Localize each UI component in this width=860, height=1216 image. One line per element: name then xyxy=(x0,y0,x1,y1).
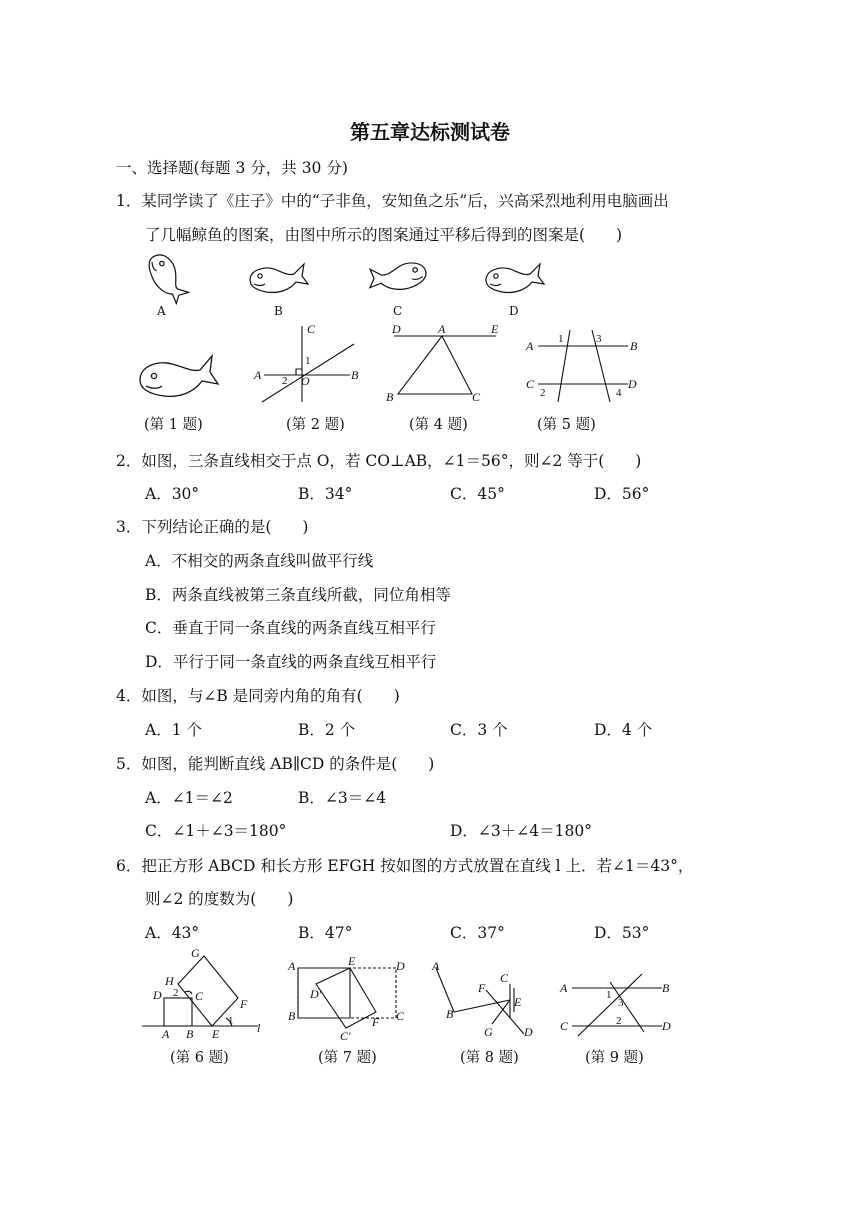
svg-text:3: 3 xyxy=(618,997,624,1009)
svg-text:E: E xyxy=(212,1027,220,1041)
svg-text:F: F xyxy=(240,997,248,1011)
whale-d-figure xyxy=(484,258,546,296)
figure-q8 xyxy=(428,960,540,1042)
q1-label-c: C xyxy=(393,304,403,318)
q2-stem: 2．如图，三条直线相交于点 O，若 CO⊥AB，∠1＝56°，则∠2 等于( ) xyxy=(116,452,642,470)
svg-text:D: D xyxy=(628,377,637,391)
figure-q5 xyxy=(522,326,650,406)
q4-option-d: D．4 个 xyxy=(594,721,653,739)
svg-text:B: B xyxy=(662,981,670,995)
svg-text:l: l xyxy=(257,1021,261,1035)
svg-text:G: G xyxy=(484,1025,493,1039)
svg-text:D′: D′ xyxy=(310,987,322,1001)
svg-text:E: E xyxy=(514,995,522,1009)
q3-stem: 3．下列结论正确的是( ) xyxy=(116,518,309,536)
figure-q4 xyxy=(386,322,508,406)
q3-option-c: C．垂直于同一条直线的两条直线互相平行 xyxy=(145,619,436,637)
svg-text:1: 1 xyxy=(606,989,612,1001)
caption-q8: (第 8 题) xyxy=(460,1050,519,1066)
q1-label-b: B xyxy=(274,304,283,318)
svg-text:F: F xyxy=(478,981,486,995)
caption-q1: (第 1 题) xyxy=(144,417,203,433)
svg-text:A: A xyxy=(526,339,534,353)
figure-q7 xyxy=(284,956,410,1042)
svg-text:D: D xyxy=(662,1019,671,1033)
q6-option-d: D．53° xyxy=(594,924,650,942)
q5-stem: 5．如图，能判断直线 AB∥CD 的条件是( ) xyxy=(116,755,435,773)
caption-q9: (第 9 题) xyxy=(585,1050,644,1066)
svg-text:H: H xyxy=(165,974,174,988)
svg-text:B: B xyxy=(386,390,394,404)
svg-text:2: 2 xyxy=(540,387,546,399)
page-title: 第五章达标测试卷 xyxy=(350,120,510,144)
q3-option-d: D．平行于同一条直线的两条直线互相平行 xyxy=(145,653,437,671)
svg-text:D: D xyxy=(392,322,401,336)
caption-q7: (第 7 题) xyxy=(318,1050,377,1066)
q1-line1: 1．某同学读了《庄子》中的“子非鱼，安知鱼之乐”后，兴高采烈地利用电脑画出 xyxy=(116,192,669,210)
svg-text:2: 2 xyxy=(173,987,179,999)
svg-text:D: D xyxy=(396,959,405,973)
section-heading: 一、选择题(每题 3 分，共 30 分) xyxy=(116,159,348,177)
svg-text:C: C xyxy=(396,1009,405,1023)
q5-option-d: D．∠3＋∠4＝180° xyxy=(450,822,592,840)
q1-label-a: A xyxy=(157,304,166,318)
figure-q2 xyxy=(252,322,368,406)
svg-text:B: B xyxy=(630,339,638,353)
caption-q6: (第 6 题) xyxy=(170,1050,229,1066)
figure-q6 xyxy=(140,948,268,1040)
svg-text:B: B xyxy=(446,1007,454,1021)
q4-stem: 4．如图，与∠B 是同旁内角的角有( ) xyxy=(116,687,400,705)
q6-line2: 则∠2 的度数为( ) xyxy=(145,890,294,908)
svg-text:A: A xyxy=(254,368,262,382)
svg-text:C: C xyxy=(500,971,509,985)
q6-line1: 6．把正方形 ABCD 和长方形 EFGH 按如图的方式放置在直线 l 上．若∠1＝43°， xyxy=(116,857,694,875)
q5-option-c: C．∠1＋∠3＝180° xyxy=(145,822,287,840)
q2-option-b: B．34° xyxy=(298,485,353,503)
svg-text:G: G xyxy=(191,946,200,960)
q2-option-d: D．56° xyxy=(594,485,650,503)
svg-text:4: 4 xyxy=(616,387,622,399)
whale-c-figure xyxy=(366,256,428,296)
q6-option-b: B．47° xyxy=(298,924,353,942)
q4-option-b: B．2 个 xyxy=(298,721,356,739)
svg-text:E: E xyxy=(491,322,499,336)
figure-q9 xyxy=(556,968,678,1040)
svg-text:D: D xyxy=(153,988,162,1002)
svg-text:1: 1 xyxy=(228,1015,234,1027)
svg-text:O: O xyxy=(301,374,310,388)
q5-option-b: B．∠3＝∠4 xyxy=(298,789,387,807)
svg-text:C: C xyxy=(195,989,204,1003)
q1-line2: 了几幅鲸鱼的图案，由图中所示的图案通过平移后得到的图案是( ) xyxy=(145,226,623,244)
svg-text:C: C xyxy=(307,322,316,336)
svg-text:A: A xyxy=(432,959,440,973)
svg-text:F: F xyxy=(372,1015,380,1029)
svg-text:A: A xyxy=(560,981,568,995)
svg-text:C: C xyxy=(560,1019,569,1033)
svg-text:1: 1 xyxy=(558,333,564,345)
svg-text:A: A xyxy=(288,959,296,973)
q6-option-a: A．43° xyxy=(145,924,200,942)
svg-text:2: 2 xyxy=(616,1015,622,1027)
svg-text:C: C xyxy=(472,390,481,404)
q4-option-a: A．1 个 xyxy=(145,721,202,739)
svg-text:A: A xyxy=(162,1027,170,1041)
svg-text:2: 2 xyxy=(282,375,288,387)
whale-original-figure xyxy=(138,350,220,400)
svg-text:C′: C′ xyxy=(340,1029,351,1043)
caption-q5: (第 5 题) xyxy=(537,417,596,433)
svg-text:C: C xyxy=(526,377,535,391)
svg-text:E: E xyxy=(348,954,356,968)
q2-option-c: C．45° xyxy=(450,485,505,503)
caption-q2: (第 2 题) xyxy=(286,417,345,433)
q4-option-c: C．3 个 xyxy=(450,721,508,739)
q1-label-d: D xyxy=(509,304,519,318)
svg-text:B: B xyxy=(351,368,359,382)
q6-option-c: C．37° xyxy=(450,924,505,942)
q3-option-b: B．两条直线被第三条直线所截，同位角相等 xyxy=(145,586,451,604)
q3-option-a: A．不相交的两条直线叫做平行线 xyxy=(145,552,374,570)
svg-text:3: 3 xyxy=(596,333,602,345)
whale-a-figure xyxy=(136,250,196,302)
svg-text:A: A xyxy=(438,322,446,336)
q5-option-a: A．∠1＝∠2 xyxy=(145,789,233,807)
svg-text:B: B xyxy=(186,1027,194,1041)
whale-b-figure xyxy=(248,258,310,296)
caption-q4: (第 4 题) xyxy=(409,417,468,433)
svg-text:1: 1 xyxy=(305,355,311,367)
svg-text:B: B xyxy=(288,1009,296,1023)
q2-option-a: A．30° xyxy=(145,485,200,503)
svg-text:D: D xyxy=(524,1025,533,1039)
